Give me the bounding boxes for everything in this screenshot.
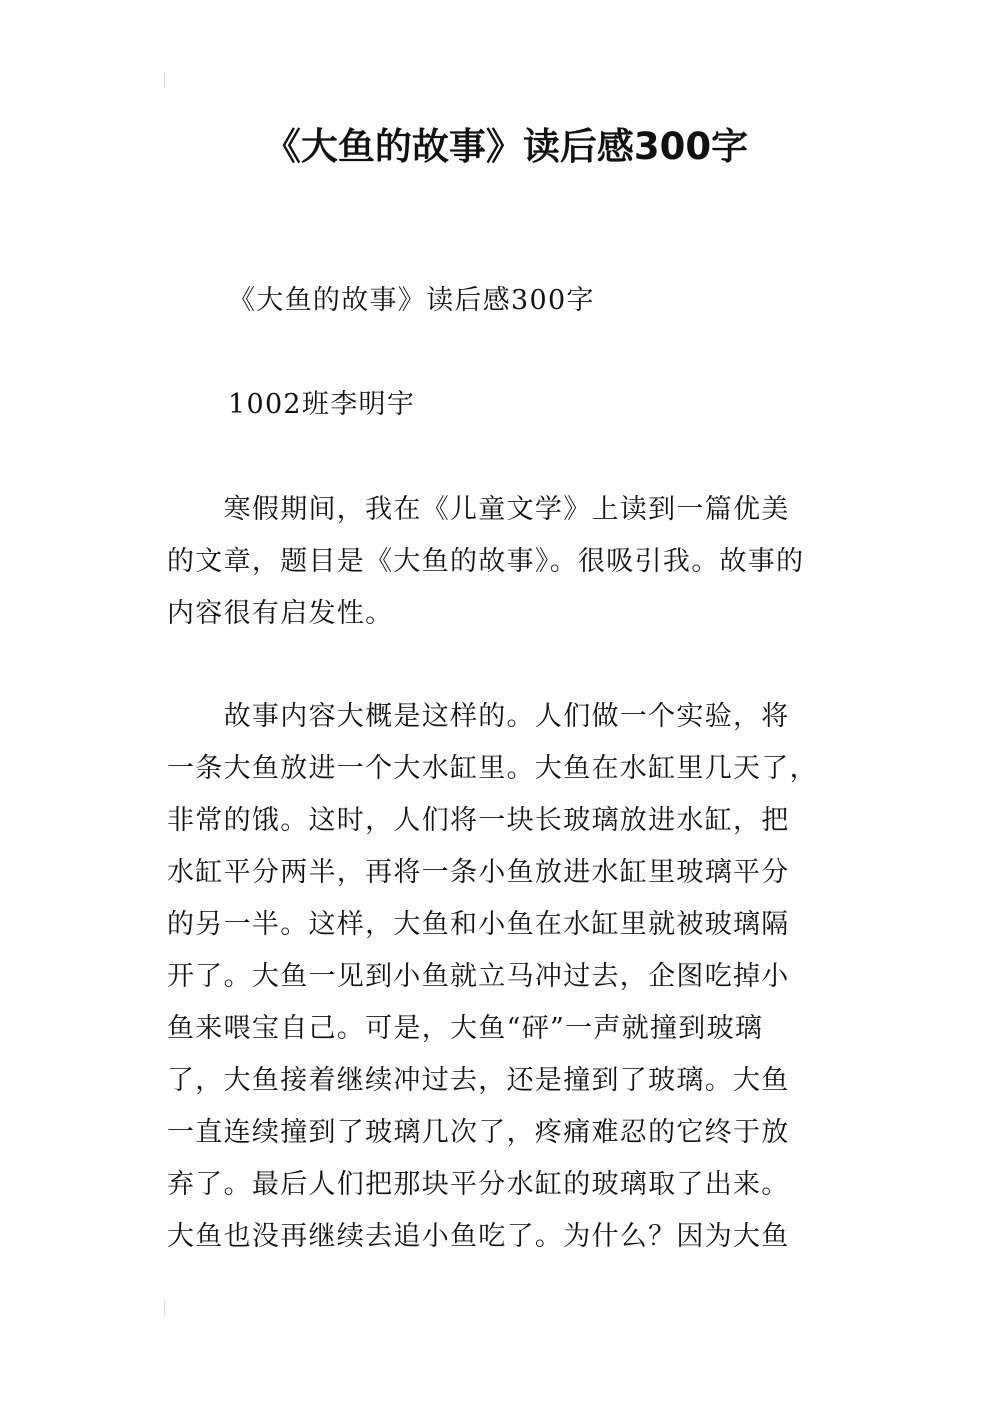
author-line: 1002班李明宇	[228, 389, 416, 420]
subtitle: 《大鱼的故事》读后感300字	[228, 285, 595, 316]
document-title: 《大鱼的故事》读后感300字	[263, 125, 749, 168]
text-line: 一直连续撞到了玻璃几次了，疼痛难忍的它终于放	[167, 1117, 790, 1148]
text-line: 的文章，题目是《大鱼的故事》。很吸引我。故事的	[167, 546, 805, 577]
text-line: 鱼来喂宝自己。可是，大鱼“砰”一声就撞到玻璃	[167, 1013, 764, 1044]
page-corner-mark	[164, 1300, 165, 1316]
text-line: 了，大鱼接着继续冲过去，还是撞到了玻璃。大鱼	[167, 1065, 790, 1096]
text-line: 故事内容大概是这样的。人们做一个实验，将	[167, 701, 790, 732]
text-line: 的另一半。这样，大鱼和小鱼在水缸里就被玻璃隔	[167, 909, 790, 940]
text-line: 大鱼也没再继续去追小鱼吃了。为什么？因为大鱼	[167, 1221, 790, 1252]
text-line: 一条大鱼放进一个大水缸里。大鱼在水缸里几天了，	[167, 753, 818, 784]
text-line: 寒假期间，我在《儿童文学》上读到一篇优美	[167, 494, 790, 525]
text-line: 开了。大鱼一见到小鱼就立马冲过去，企图吃掉小	[167, 961, 790, 992]
text-line: 水缸平分两半，再将一条小鱼放进水缸里玻璃平分	[167, 857, 790, 888]
text-line: 内容很有启发性。	[167, 598, 394, 629]
page-corner-mark	[164, 72, 165, 88]
text-line: 弃了。最后人们把那块平分水缸的玻璃取了出来。	[167, 1169, 790, 1200]
text-line: 非常的饿。这时，人们将一块长玻璃放进水缸，把	[167, 805, 790, 836]
